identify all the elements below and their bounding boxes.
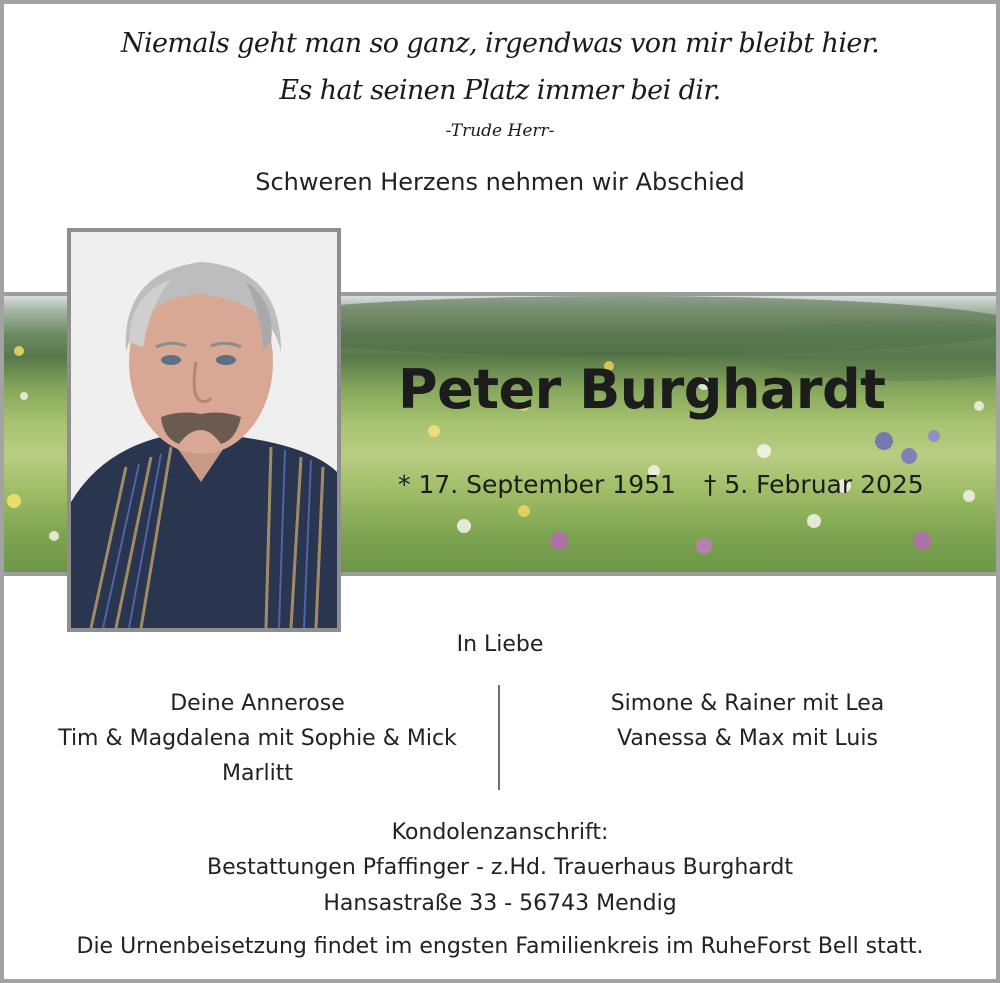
mourner-line: Tim & Magdalena mit Sophie & Mick (58, 726, 457, 751)
life-dates (398, 470, 924, 499)
mourners-intro: In Liebe (456, 632, 544, 657)
column-divider (498, 685, 500, 790)
death-date: † 5. Februar 2025 (703, 470, 924, 499)
burial-note: Die Urnenbeisetzung findet im engsten Familienkreis im RuheForst Bell statt. (76, 934, 924, 959)
mourner-line: Simone & Rainer mit Lea (610, 691, 885, 716)
mourners-left-column (30, 686, 485, 791)
mourners-right-column (520, 686, 975, 756)
condolence-line-1: Bestattungen Pfaffinger - z.Hd. Trauerhaus Burghardt (206, 855, 793, 880)
deceased-name: Peter Burghardt (398, 358, 886, 421)
portrait-photo (67, 228, 341, 632)
condolence-heading: Kondolenzanschrift: (391, 820, 609, 845)
birth-date: * 17. September 1951 (398, 470, 676, 499)
quote-line-1: Niemals geht man so ganz, irgendwas von mir bleibt hier. (120, 28, 880, 59)
mourner-line: Vanessa & Max mit Luis (617, 726, 878, 751)
mourner-line: Deine Annerose (170, 691, 345, 716)
farewell-heading: Schweren Herzens nehmen wir Abschied (255, 168, 745, 196)
mourner-line: Marlitt (222, 761, 293, 786)
quote-line-2: Es hat seinen Platz immer bei dir. (279, 75, 721, 106)
condolence-line-2: Hansastraße 33 - 56743 Mendig (323, 891, 677, 916)
quote-author: -Trude Herr- (445, 121, 555, 141)
